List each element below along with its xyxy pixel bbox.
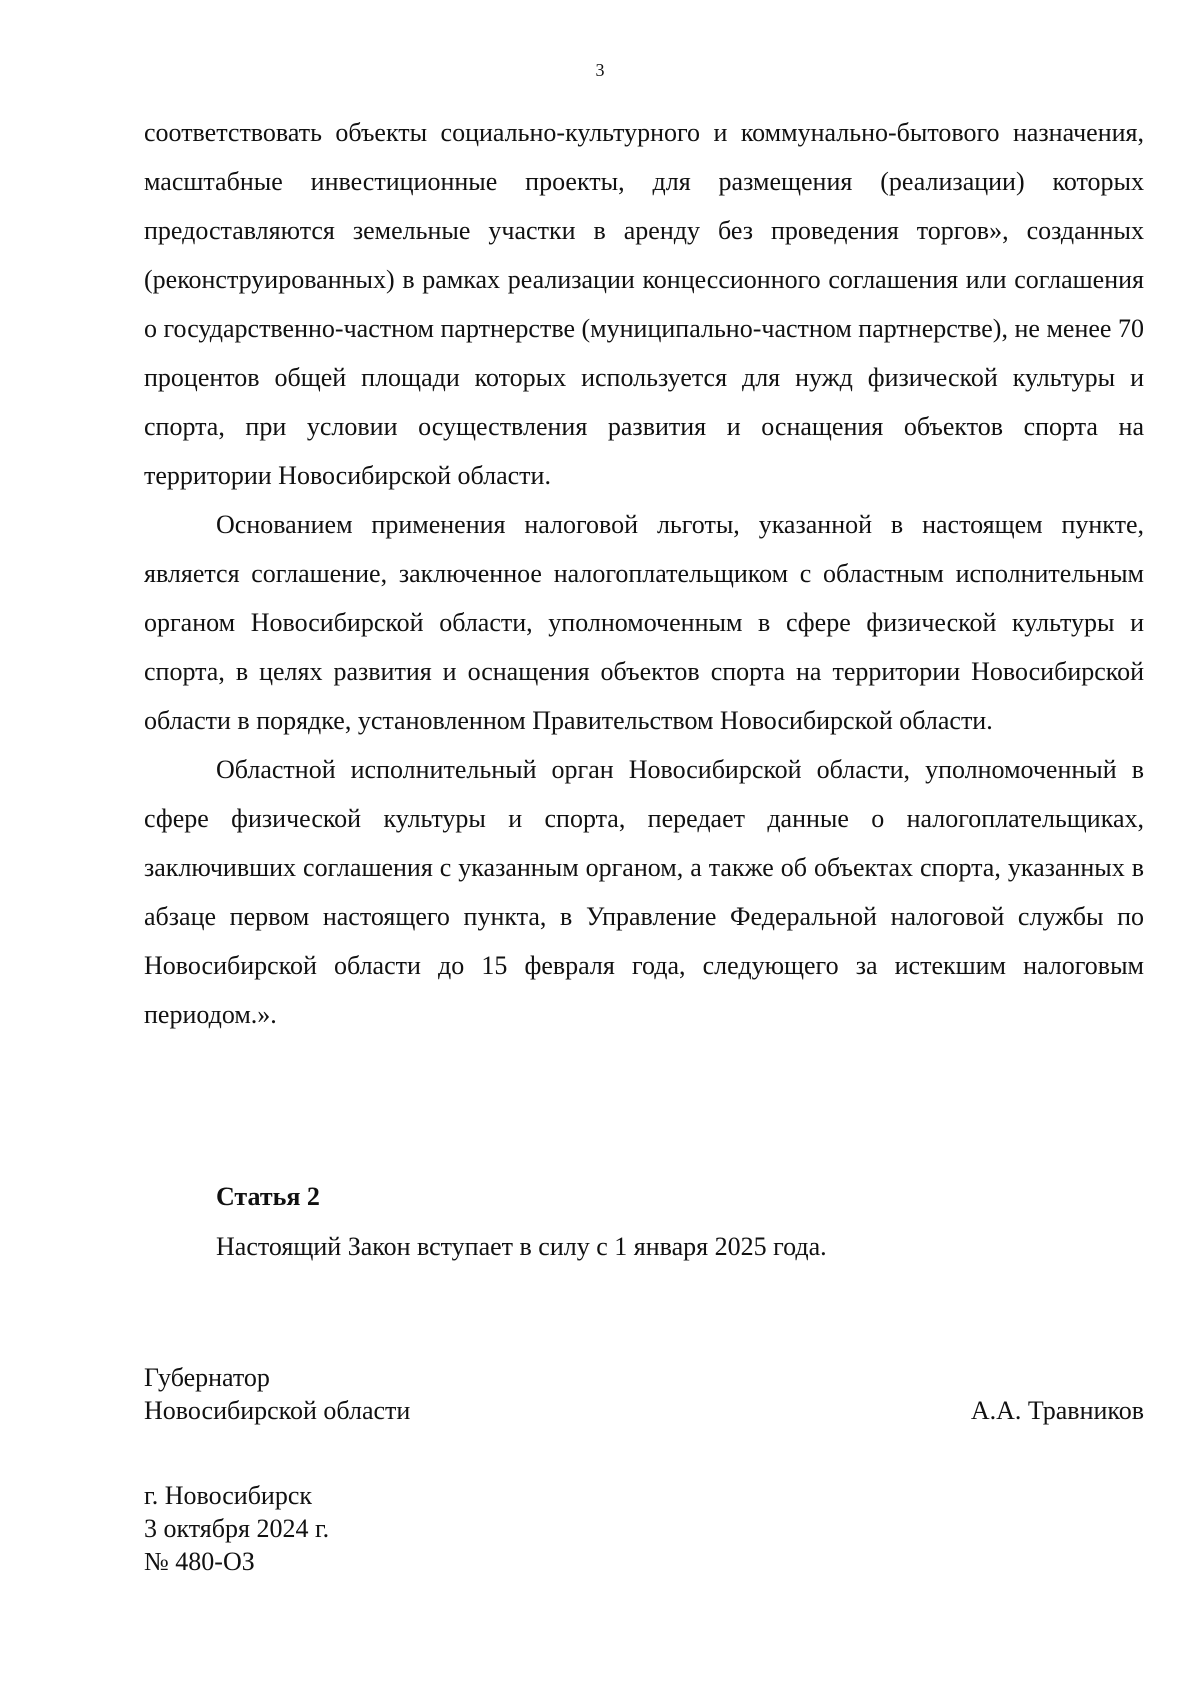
- signer-position-line2: Новосибирской области: [144, 1396, 411, 1425]
- paragraph-3: Областной исполнительный орган Новосибирской области, уполномоченный в сфере физической культуры и спорта, передает данные о налогоплательщиках, заключивших соглашения с указанным органом, а также об объектах спорта, указанных в абзаце первом настоящего пункта, в Управление Федеральной налоговой службы по Новосибирской области до 15 февраля года, следующего за истекшим налоговым периодом.».: [144, 755, 1144, 1029]
- article-2: [216, 1172, 1144, 1272]
- signer-position-line1: Губернатор: [144, 1363, 270, 1392]
- paragraph-1: соответствовать объекты социально-культурного и коммунально-бытового назначения, масштабные инвестиционные проекты, для размещения (реализации) которых предоставляются земельные участки в аренду без проведения торгов», созданных (реконструированных) в рамках реализации концессионного соглашения или соглашения о государственно-частном партнерстве (муниципально-частном партнерстве), не менее 70 процентов общей площади которых используется для нужд физической культуры и спорта, при условии осуществления развития и оснащения объектов спорта на территории Новосибирской области.: [144, 118, 1144, 490]
- article-text: Настоящий Закон вступает в силу с 1 января 2025 года.: [216, 1232, 827, 1261]
- footer-date: 3 октября 2024 г.: [144, 1514, 330, 1543]
- article-title: Статья 2: [216, 1182, 320, 1211]
- law-body: [144, 108, 1144, 1039]
- signature-block: [144, 1361, 1144, 1427]
- document-footer: [144, 1479, 329, 1578]
- footer-city: г. Новосибирск: [144, 1481, 313, 1510]
- page-number: 3: [595, 60, 605, 80]
- paragraph-2: Основанием применения налоговой льготы, указанной в настоящем пункте, является соглашение, заключенное налогоплательщиком с областным исполнительным органом Новосибирской области, уполномоченным в сфере физической культуры и спорта, в целях развития и оснащения объектов спорта на территории Новосибирской области в порядке, установленном Правительством Новосибирской области.: [144, 510, 1144, 735]
- signer-name: А.А. Травников: [970, 1396, 1144, 1425]
- footer-number: № 480-ОЗ: [144, 1547, 255, 1576]
